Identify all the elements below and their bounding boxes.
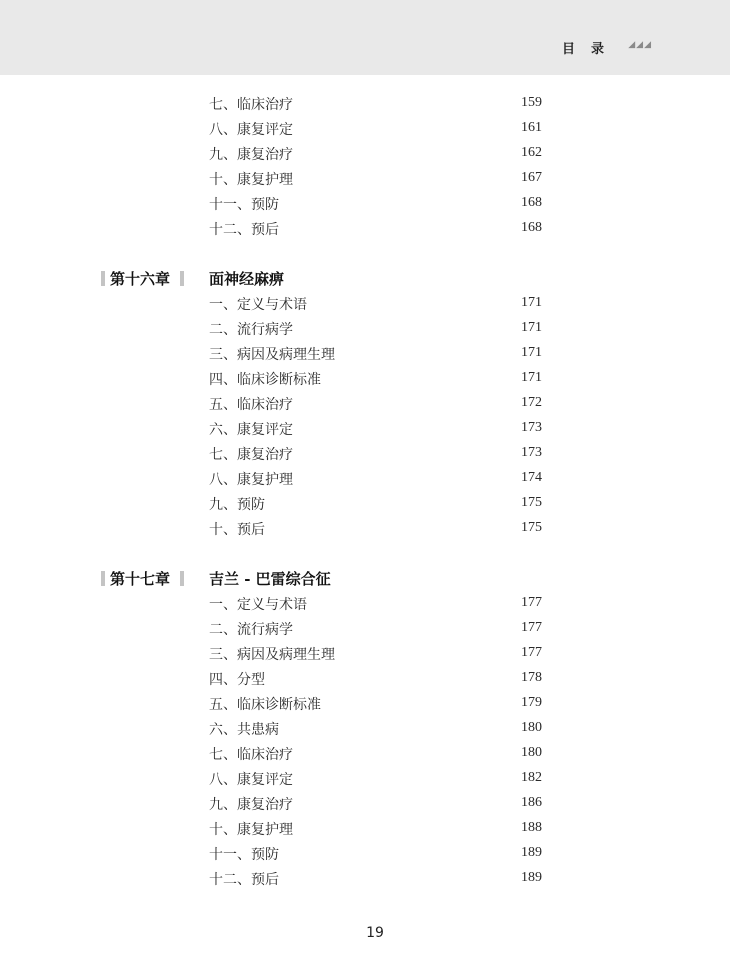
toc-entry-label: 八、康复护理 [209, 472, 293, 488]
toc-entry[interactable] [0, 614, 730, 639]
toc-entry-label: 三、病因及病理生理 [209, 647, 335, 663]
toc-entry[interactable] [0, 714, 730, 739]
toc-entry[interactable] [0, 789, 730, 814]
toc-entry-page: 189 [521, 870, 542, 885]
toc-entry-page: 175 [521, 520, 542, 535]
toc-entry[interactable] [0, 689, 730, 714]
toc-entry[interactable] [0, 439, 730, 464]
toc-entry-page: 172 [521, 395, 542, 410]
toc-entry[interactable] [0, 664, 730, 689]
toc-entry-page: 182 [521, 770, 542, 785]
toc-entry-page: 167 [521, 170, 542, 185]
toc-entry-page: 177 [521, 620, 542, 635]
toc-entry[interactable] [0, 589, 730, 614]
toc-entry-page: 188 [521, 820, 542, 835]
toc-entry-label: 十、康复护理 [209, 172, 293, 188]
toc-entry-label: 十、预后 [209, 522, 265, 538]
chapter-title: 面神经麻痹 [209, 270, 285, 288]
toc-entry[interactable] [0, 389, 730, 414]
toc-entry[interactable] [0, 189, 730, 214]
toc-entry[interactable] [0, 464, 730, 489]
toc-entry-page: 177 [521, 645, 542, 660]
header-triangle-icon: ◢◢◢ [628, 40, 652, 50]
chapter-number: 第十七章 [110, 570, 171, 588]
toc-entry-page: 173 [521, 445, 542, 460]
toc-entry-page: 175 [521, 495, 542, 510]
toc-entry-label: 七、临床治疗 [209, 747, 293, 763]
toc-entry-label: 四、临床诊断标准 [209, 372, 321, 388]
toc-entry-label: 六、康复评定 [209, 422, 293, 438]
toc-entry-label: 四、分型 [209, 672, 265, 688]
toc-entry-page: 171 [521, 295, 542, 310]
toc-entry-page: 180 [521, 720, 542, 735]
toc-entry-label: 二、流行病学 [209, 322, 293, 338]
toc-entry-label: 五、临床治疗 [209, 397, 293, 413]
toc-entry-label: 一、定义与术语 [209, 597, 307, 613]
toc-entry-label: 十一、预防 [209, 847, 279, 863]
toc-entry-label: 八、康复评定 [209, 772, 293, 788]
toc-entry[interactable] [0, 114, 730, 139]
toc-entry[interactable] [0, 814, 730, 839]
chapter-bar-left [101, 571, 105, 586]
toc-entry-label: 六、共患病 [209, 722, 279, 738]
toc-entry[interactable] [0, 164, 730, 189]
chapter-number: 第十六章 [110, 270, 171, 288]
chapter-bar-right [180, 271, 184, 286]
toc-entry-label: 一、定义与术语 [209, 297, 307, 313]
toc-entry[interactable] [0, 139, 730, 164]
toc-entry[interactable] [0, 214, 730, 239]
toc-entry-page: 171 [521, 345, 542, 360]
toc-entry-page: 189 [521, 845, 542, 860]
toc-entry-label: 十二、预后 [209, 222, 279, 238]
toc-entry-label: 五、临床诊断标准 [209, 697, 321, 713]
toc-entry-label: 三、病因及病理生理 [209, 347, 335, 363]
toc-entry[interactable] [0, 364, 730, 389]
toc-entry-label: 二、流行病学 [209, 622, 293, 638]
toc-entry[interactable] [0, 89, 730, 114]
toc-entry-page: 171 [521, 320, 542, 335]
chapter-bar-right [180, 571, 184, 586]
toc-entry[interactable] [0, 739, 730, 764]
toc-entry-label: 八、康复评定 [209, 122, 293, 138]
chapter-title: 吉兰 - 巴雷综合征 [209, 570, 331, 588]
toc-entry-page: 161 [521, 120, 542, 135]
toc-entry-page: 186 [521, 795, 542, 810]
toc-entry[interactable] [0, 339, 730, 364]
toc-entry-label: 七、康复治疗 [209, 447, 293, 463]
toc-entry-page: 162 [521, 145, 542, 160]
toc-entry-page: 168 [521, 195, 542, 210]
toc-entry[interactable] [0, 489, 730, 514]
toc-entry[interactable] [0, 839, 730, 864]
toc-entry-label: 十二、预后 [209, 872, 279, 888]
toc-entry-page: 177 [521, 595, 542, 610]
toc-entry[interactable] [0, 289, 730, 314]
toc-entry-page: 179 [521, 695, 542, 710]
header-title: 目录 [561, 42, 620, 57]
toc-entry-label: 九、预防 [209, 497, 265, 513]
toc-entry[interactable] [0, 314, 730, 339]
toc-entry-label: 十、康复护理 [209, 822, 293, 838]
toc-entry-page: 180 [521, 745, 542, 760]
chapter-heading[interactable] [0, 264, 730, 290]
toc-entry[interactable] [0, 764, 730, 789]
toc-entry-page: 173 [521, 420, 542, 435]
toc-entry-label: 十一、预防 [209, 197, 279, 213]
toc-entry-label: 九、康复治疗 [209, 797, 293, 813]
toc-entry-label: 七、临床治疗 [209, 97, 293, 113]
toc-entry-label: 九、康复治疗 [209, 147, 293, 163]
toc-entry[interactable] [0, 864, 730, 889]
toc-entry[interactable] [0, 414, 730, 439]
toc-entry-page: 168 [521, 220, 542, 235]
toc-entry-page: 159 [521, 95, 542, 110]
page-number: 19 [366, 925, 384, 941]
toc-entry[interactable] [0, 514, 730, 539]
chapter-bar-left [101, 271, 105, 286]
page-header [0, 0, 730, 75]
toc-entry-page: 178 [521, 670, 542, 685]
toc-entry[interactable] [0, 639, 730, 664]
toc-entry-page: 171 [521, 370, 542, 385]
chapter-heading[interactable] [0, 564, 730, 590]
toc-entry-page: 174 [521, 470, 542, 485]
